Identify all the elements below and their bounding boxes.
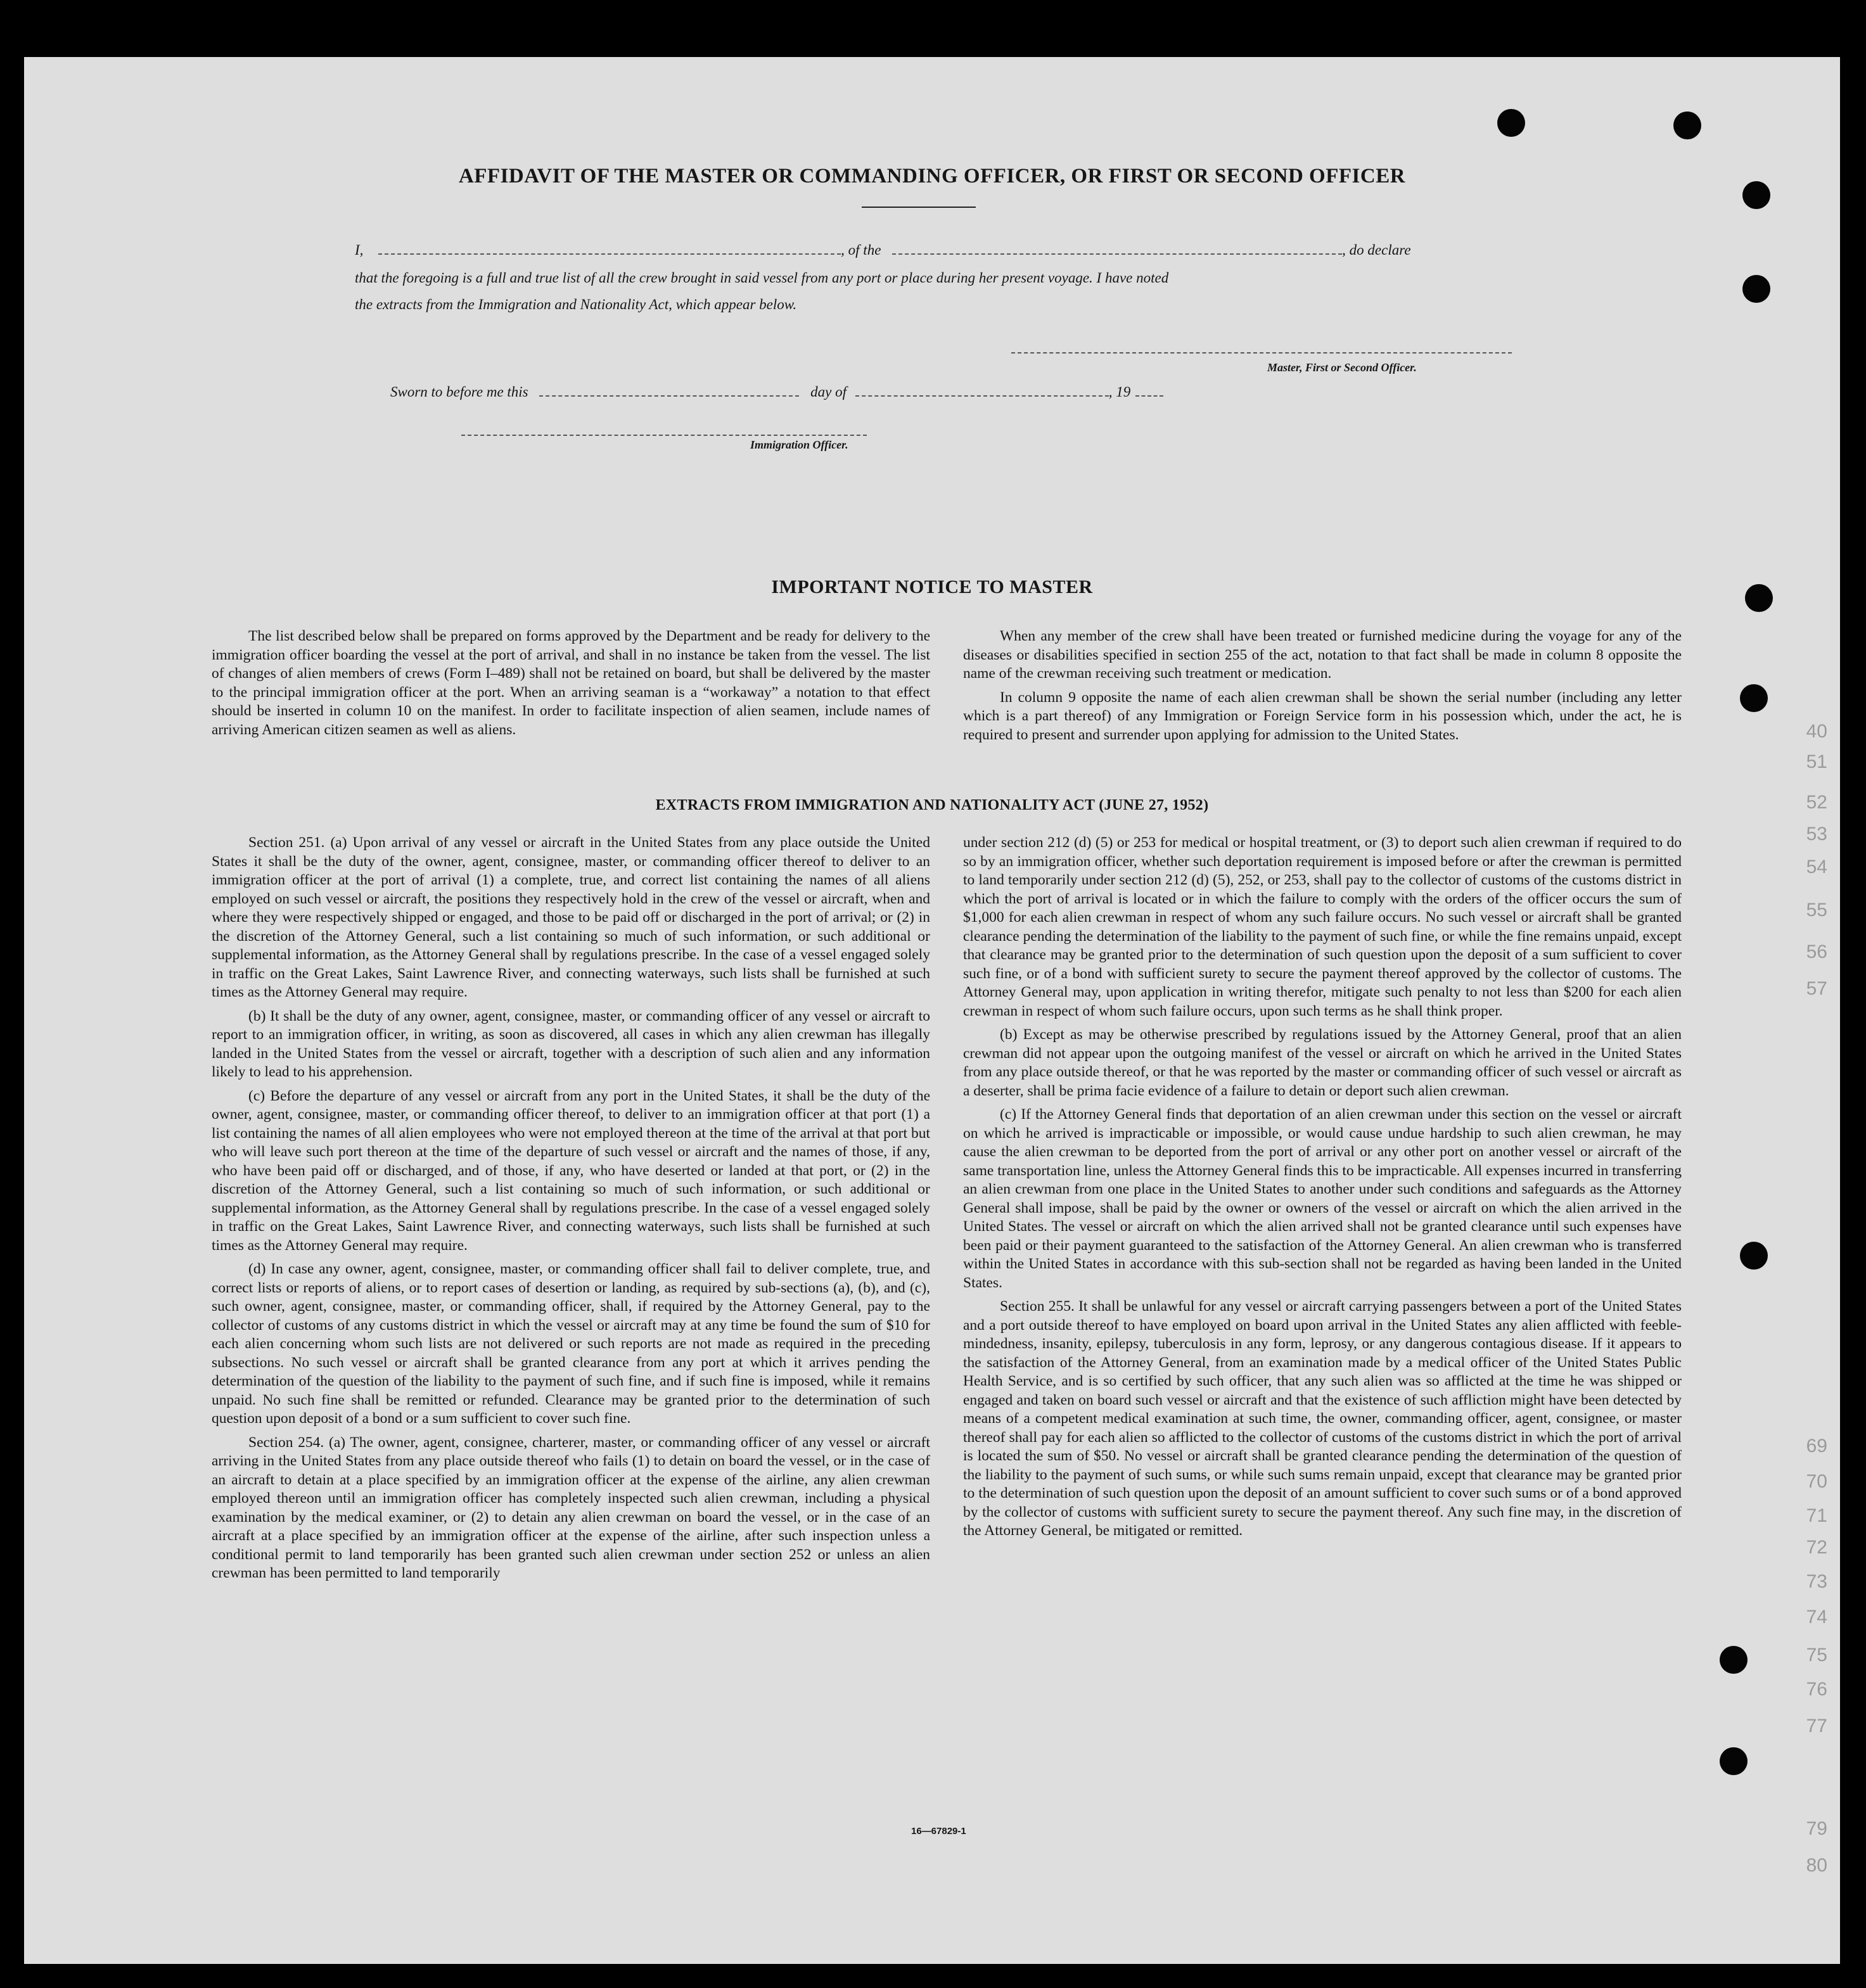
edge-number: 76	[1806, 1679, 1827, 1700]
punch-hole	[1740, 684, 1768, 712]
notice-paragraph: In column 9 opposite the name of each alien crewman shall be shown the serial number (including any letter which is a part thereof) of any Immigration or Foreign Service form in his possession which, under the act, he is required to present and surrender upon applying for admission to the United States.	[963, 689, 1682, 743]
notice-title: IMPORTANT NOTICE TO MASTER	[771, 577, 1093, 597]
extracts-title: EXTRACTS FROM IMMIGRATION AND NATIONALITY ACT (JUNE 27, 1952)	[655, 797, 1209, 813]
master-signature-field[interactable]	[1011, 341, 1512, 354]
of-the-label: , of the	[841, 242, 881, 258]
punch-hole	[1673, 112, 1701, 139]
notice-right-column	[963, 627, 1682, 749]
edge-number: 55	[1806, 900, 1827, 921]
form-sheet	[24, 57, 1840, 1964]
punch-hole	[1720, 1747, 1748, 1775]
edge-number: 56	[1806, 941, 1827, 962]
punch-hole	[1740, 1242, 1768, 1270]
extracts-left-column	[212, 834, 930, 1588]
sworn-year-field[interactable]	[1135, 384, 1163, 397]
edge-number: 71	[1806, 1505, 1827, 1526]
section-paragraph: Section 251. (a) Upon arrival of any vessel or aircraft in the United States from any place outside the United States it shall be the duty of the owner, agent, consignee, master, or commanding officer thereof to deliver to an immigration officer at the port of arrival (1) a complete, true, and correct list containing the names of all aliens employed on such vessel or aircraft, the positions they respectively hold in the crew of the vessel or aircraft, when and where they were respectively shipped or engaged, and those to be paid off or discharged in the port of arrival; or (2) in the discretion of the Attorney General, such a list containing so much of such information, or such additional or supplemental information, as the Attorney General shall by regulations prescribe. In the case of a vessel engaged solely in traffic on the Great Lakes, Saint Lawrence River, and connecting waterways, such lists shall be furnished at such times as the Attorney General may require.	[212, 834, 930, 1000]
sworn-label: Sworn to before me this	[390, 384, 528, 400]
section-paragraph: (c) If the Attorney General finds that deportation of an alien crewman under this section on the vessel or aircraft on which he arrived is impracticable or impossible, or would cause undue hardship to such alien crewman, he may cause the alien crewman to be deported from the port of arrival or any other port on another vessel or aircraft of the same transportation line, unless the Attorney General finds this to be impracticable. All expenses incurred in transferring an alien crewman from one place in the United States to another under such conditions and safeguards as the Attorney General shall impose, shall be paid by the owner or owners of the vessel or aircraft on which the alien arrived in the United States. The vessel or aircraft on which the alien arrived shall not be granted clearance until such expenses have been paid or their payment guaranteed to the satisfaction of the Attorney General. An alien crewman who is transferred within the United States in accordance with this sub-section shall not be regarded as having been landed in the United States.	[963, 1106, 1682, 1291]
edge-number: 51	[1806, 751, 1827, 772]
officer-signature-label: Immigration Officer.	[750, 438, 848, 451]
edge-number: 79	[1806, 1818, 1827, 1839]
affidavit-line-1	[355, 242, 1531, 258]
affidavit-line-3: the extracts from the Immigration and Nationality Act, which appear below.	[355, 296, 797, 312]
edge-number: 52	[1806, 792, 1827, 813]
year-label: , 19	[1108, 384, 1131, 400]
edge-number: 54	[1806, 857, 1827, 877]
edge-number: 69	[1806, 1436, 1827, 1456]
edge-number: 74	[1806, 1607, 1827, 1628]
section-paragraph: Section 254. (a) The owner, agent, consignee, charterer, master, or commanding officer of any vessel or aircraft arriving in the United States from any place outside thereof who fails (1) to detain on board the vessel, or in the case of an aircraft to detain at a place specified by an immigration officer at the expense of the airline, any alien crewman employed thereon until an immigration officer has completely inspected such alien crewman, including a physical examination by the medical examiner, or (2) to detain any alien crewman on board the vessel, or in the case of an aircraft at a place specified by an immigration officer at the expense of the airline, after such inspection unless a conditional permit to land temporarily has been granted such alien crewman under section 252 or unless an alien crewman has been permitted to land temporarily	[212, 1434, 930, 1581]
edge-number: 53	[1806, 824, 1827, 844]
form-code: 16—67829-1	[911, 1826, 966, 1837]
edge-number: 57	[1806, 978, 1827, 999]
section-paragraph: (c) Before the departure of any vessel or aircraft from any port in the United States, it shall be the duty of the owner, agent, consignee, master, or commanding officer thereof, to deliver to an immigration officer at that port (1) a list containing the names of all alien employees who were not employed thereon at the time of the arrival at that port but who will leave such port thereon at the time of the departure of such vessel or aircraft and the names of those, if any, who have been paid off or discharged, and of those, if any, who have deserted or landed at that port, or (2) in the discretion of the Attorney General, such a list containing so much of such information, or such additional or supplemental information, as the Attorney General shall by regulations prescribe. In the case of a vessel engaged solely in traffic on the Great Lakes, Saint Lawrence River, and connecting waterways, such lists shall be furnished at such times as the Attorney General may require.	[212, 1087, 930, 1254]
edge-number: 75	[1806, 1645, 1827, 1666]
notice-left-column	[212, 627, 930, 744]
officer-signature-field[interactable]	[461, 423, 867, 436]
section-paragraph: under section 212 (d) (5) or 253 for medical or hospital treatment, or (3) to deport such alien crewman if required to do so by an immigration officer, whether such deportation requirement is imposed before or after the crewman is permitted to land temporarily under section 212 (d) (5), 252, or 253, shall pay to the collector of customs of the customs district in which the port of arrival is located or in which the failure to comply with the orders of the officer occurs the sum of $1,000 for each alien crewman in respect of whom any such failure occurs. No such vessel or aircraft shall be granted clearance pending the determination of the liability to the payment of such fine, or while the fine remains unpaid, except that clearance may be granted prior to the determination of such question upon the deposit of a sum sufficient to cover such fine, or of a bond with sufficient surety to secure the payment thereof approved by the collector of customs. The Attorney General may, upon application in writing therefor, mitigate such penalty to not less than $200 for each alien crewman in respect of whom such failure occurs, upon such terms as he shall think proper.	[963, 834, 1682, 1019]
notice-paragraph: The list described below shall be prepared on forms approved by the Department and be ready for delivery to the immigration officer boarding the vessel at the port of arrival, and shall in no instance be taken from the vessel. The list of changes of alien members of crews (Form I–489) shall not be retained on board, but shall be delivered by the master to the principal immigration officer at the port. When an arriving seaman is a “workaway” a notation to that effect should be inserted in column 10 on the manifest. In order to facilitate inspection of alien seamen, include names of arriving American citizen seamen as well as aliens.	[212, 628, 930, 738]
edge-number: 80	[1806, 1855, 1827, 1876]
extracts-right-column	[963, 834, 1682, 1546]
day-of-label: day of	[810, 384, 847, 400]
punch-hole	[1742, 275, 1770, 303]
sworn-line	[390, 384, 1404, 400]
sworn-month-field[interactable]	[855, 384, 1109, 397]
edge-number: 72	[1806, 1537, 1827, 1558]
section-paragraph: (b) It shall be the duty of any owner, agent, consignee, master, or commanding officer of any vessel or aircraft to report to an immigration officer, in writing, as soon as discovered, all cases in which any alien crewman has illegally landed in the United States from the vessel or aircraft, together with a description of such alien and any information likely to lead to his apprehension.	[212, 1007, 930, 1080]
affidavit-i-label: I,	[355, 242, 364, 258]
edge-number: 77	[1806, 1716, 1827, 1736]
sworn-day-field[interactable]	[539, 384, 799, 397]
section-paragraph: Section 255. It shall be unlawful for any vessel or aircraft carrying passengers between a port of the United States and a port outside thereof to have employed on board upon arrival in the United States any alien afflicted with feeble-mindedness, insanity, epilepsy, tuberculosis in any form, leprosy, or any dangerous contagious disease. If it appears to the satisfaction of the Attorney General, from an examination made by a medical officer of the United States Public Health Service, and is so certified by such officer, that any such alien was so afflicted at the time he was shipped or engaged and taken on board such vessel or aircraft and that the existence of such affliction might have been detected by means of a competent medical examination at such time, the owner, commanding officer, agent, consignee, or master thereof shall pay for each alien so afflicted to the collector of customs of the customs district in which the port of arrival is located the sum of $50. No vessel or aircraft shall be granted clearance pending the determination of the question of the liability to the payment of such sums, or while such sums remain unpaid, except that clearance may be granted prior to the determination of such question upon the deposit of an amount sufficient to cover such sums or of a bond approved by the collector of customs with sufficient surety to secure the payment thereof. Any such fine may, in the discretion of the Attorney General, be mitigated or remitted.	[963, 1298, 1682, 1539]
notice-paragraph: When any member of the crew shall have been treated or furnished medicine during the voyage for any of the diseases or disabilities specified in section 255 of the act, notation to that fact shall be made in column 8 opposite the name of the crewman receiving such treatment or medication.	[963, 628, 1682, 682]
punch-hole	[1720, 1646, 1748, 1674]
section-paragraph: (b) Except as may be otherwise prescribed by regulations issued by the Attorney General, proof that an alien crewman did not appear upon the outgoing manifest of the vessel or aircraft on which he arrived in the United States from any place outside thereof, or that he was reported by the master or commanding officer of such vessel or aircraft as a deserter, shall be prima facie evidence of a failure to detain or deport such alien crewman.	[963, 1026, 1682, 1099]
do-declare-label: , do declare	[1342, 242, 1411, 258]
vessel-name-field[interactable]	[892, 242, 1342, 255]
punch-hole	[1497, 109, 1525, 137]
edge-number: 40	[1806, 721, 1827, 742]
affidavit-title: AFFIDAVIT OF THE MASTER OR COMMANDING OFFICER, OR FIRST OR SECOND OFFICER	[458, 165, 1406, 188]
master-signature-label: Master, First or Second Officer.	[1267, 361, 1417, 374]
master-name-field[interactable]	[378, 242, 841, 255]
section-paragraph: (d) In case any owner, agent, consignee, master, or commanding officer shall fail to deliver complete, true, and correct lists or reports of aliens, or to report cases of desertion or landing, as required by sub-sections (a), (b), and (c), such owner, agent, consignee, master, or commanding officer, shall, if required by the Attorney General, pay to the collector of customs of any customs district in which the vessel or aircraft may at any time be found the sum of $10 for each alien concerning whom such lists are not delivered or such reports are not made as required in the preceding subsections. No such vessel or aircraft shall be granted clearance from any port at which it arrives pending the determination of the question of the liability to the payment of such fine, and if such fine is imposed, while it remains unpaid. No such fine shall be remitted or refunded. Clearance may be granted prior to the determination of such question upon deposit of a bond or a sum sufficient to cover such fine.	[212, 1261, 930, 1427]
title-divider	[862, 207, 976, 208]
affidavit-line-2: that the foregoing is a full and true list of all the crew brought in said vessel from any port or place during her present voyage. I have noted	[355, 270, 1169, 286]
edge-number: 70	[1806, 1471, 1827, 1492]
edge-number: 73	[1806, 1571, 1827, 1592]
